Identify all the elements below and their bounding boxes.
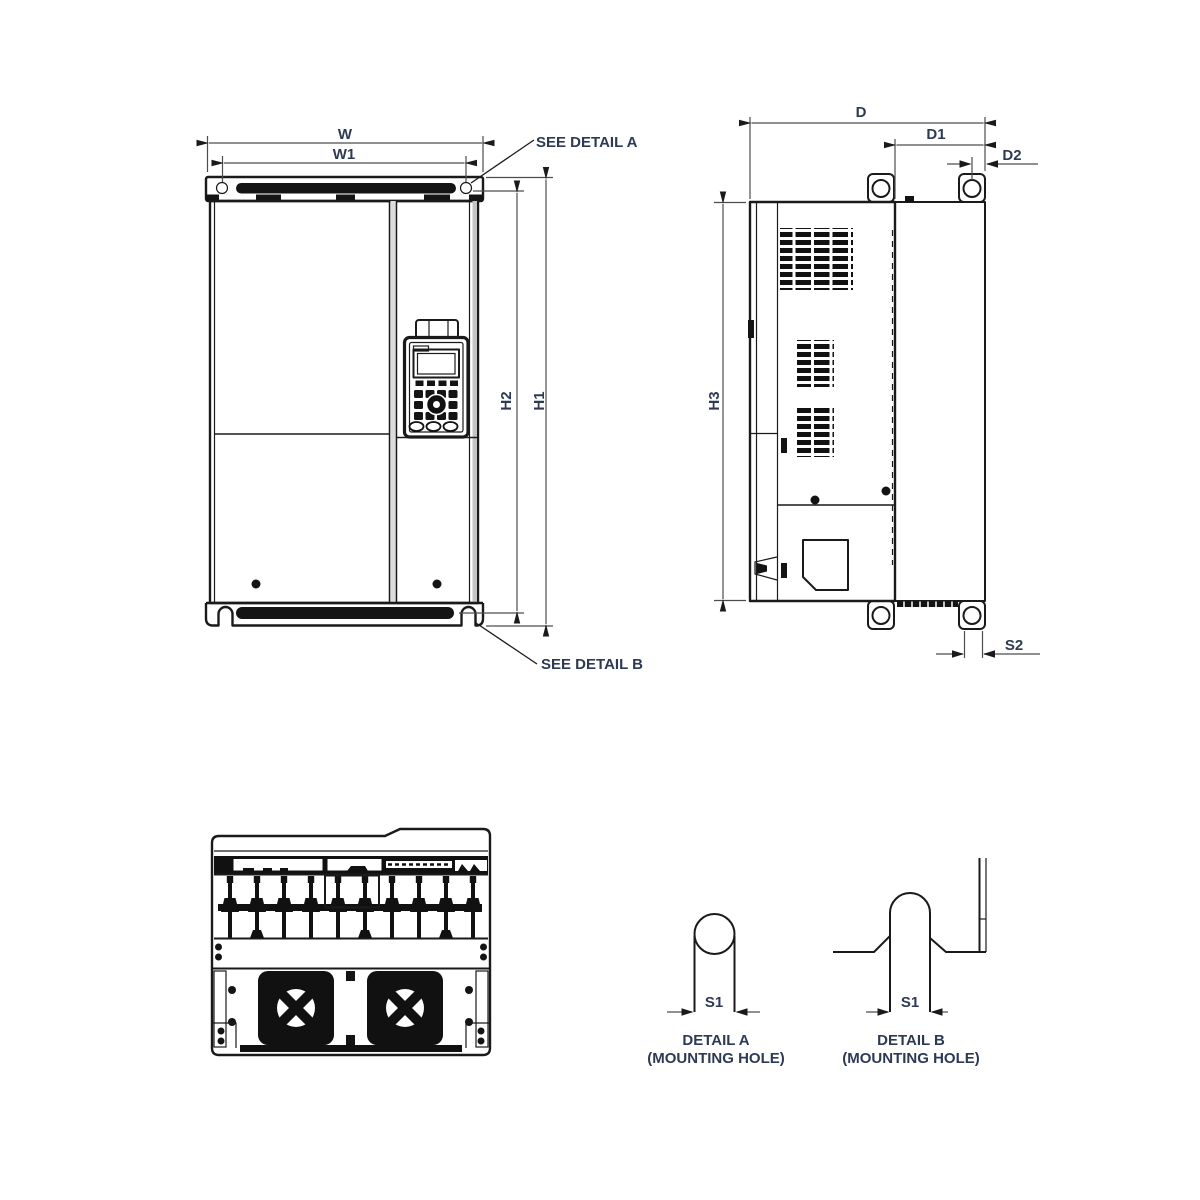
release-clip <box>755 557 787 580</box>
bottom-rail <box>240 1045 462 1052</box>
detail-a-hole <box>695 914 735 954</box>
dim-d1 <box>895 126 984 199</box>
screw-icon <box>811 496 820 505</box>
mounting-hole-right-icon <box>461 183 472 194</box>
dim-label-d: D <box>855 104 867 121</box>
bottom-mounting-slot <box>236 607 454 619</box>
detail-a-view <box>647 914 784 1067</box>
keypad <box>405 320 469 437</box>
callout-see-detail-a: SEE DETAIL A <box>536 134 638 151</box>
detail-a-title: DETAIL A <box>682 1032 750 1049</box>
dim-label-h1: H1 <box>531 391 548 411</box>
vent-grid <box>797 340 834 387</box>
side-rear-section <box>895 202 985 601</box>
leader-detail-a <box>471 140 534 183</box>
front-top-bracket <box>206 177 483 201</box>
callout-see-detail-b: SEE DETAIL B <box>541 656 643 673</box>
side-cutout <box>803 540 848 590</box>
front-bottom-bracket <box>206 580 483 626</box>
dim-label-d2: D2 <box>1002 147 1022 164</box>
front-view <box>206 126 643 673</box>
cooling-fan <box>258 971 334 1045</box>
dim-s1-b <box>866 994 948 1016</box>
mounting-hole-left-icon <box>217 183 228 194</box>
dim-label-w1: W1 <box>332 146 356 163</box>
detail-b-title: DETAIL B <box>877 1032 945 1049</box>
dim-h1 <box>486 178 553 627</box>
dim-label-h3: H3 <box>706 391 723 411</box>
dim-label-h2: H2 <box>498 391 515 411</box>
screw-icon <box>252 580 261 589</box>
cooling-fan <box>367 971 443 1045</box>
dim-label-w: W <box>337 126 353 143</box>
keypad-connector <box>416 320 458 338</box>
dim-label-d1: D1 <box>926 126 946 143</box>
screw-icon <box>433 580 442 589</box>
top-terminal-strip <box>214 856 488 874</box>
top-mounting-slot <box>236 183 456 194</box>
dim-label-s2: S2 <box>1004 637 1024 654</box>
dim-h3 <box>706 203 746 601</box>
bottom-view <box>212 829 490 1055</box>
terminal-block <box>214 875 488 939</box>
screw-icon <box>882 487 891 496</box>
detail-b-subtitle: (MOUNTING HOLE) <box>842 1050 980 1067</box>
fan-section <box>212 969 490 1053</box>
bottom-lug <box>959 601 985 629</box>
bottom-vent-strip <box>897 602 958 608</box>
dim-label-s1-b: S1 <box>900 994 920 1011</box>
bottom-lug <box>868 601 894 629</box>
detail-b-view <box>833 858 986 1067</box>
dim-label-s1-a: S1 <box>704 994 724 1011</box>
dim-s2 <box>936 631 1040 658</box>
dim-s1-a <box>667 994 760 1016</box>
top-lug <box>868 174 894 202</box>
vent-grid <box>797 407 834 457</box>
detail-a-subtitle: (MOUNTING HOLE) <box>647 1050 785 1067</box>
vent-grid <box>780 228 853 290</box>
leader-detail-b <box>476 623 537 664</box>
side-view <box>706 104 1040 658</box>
